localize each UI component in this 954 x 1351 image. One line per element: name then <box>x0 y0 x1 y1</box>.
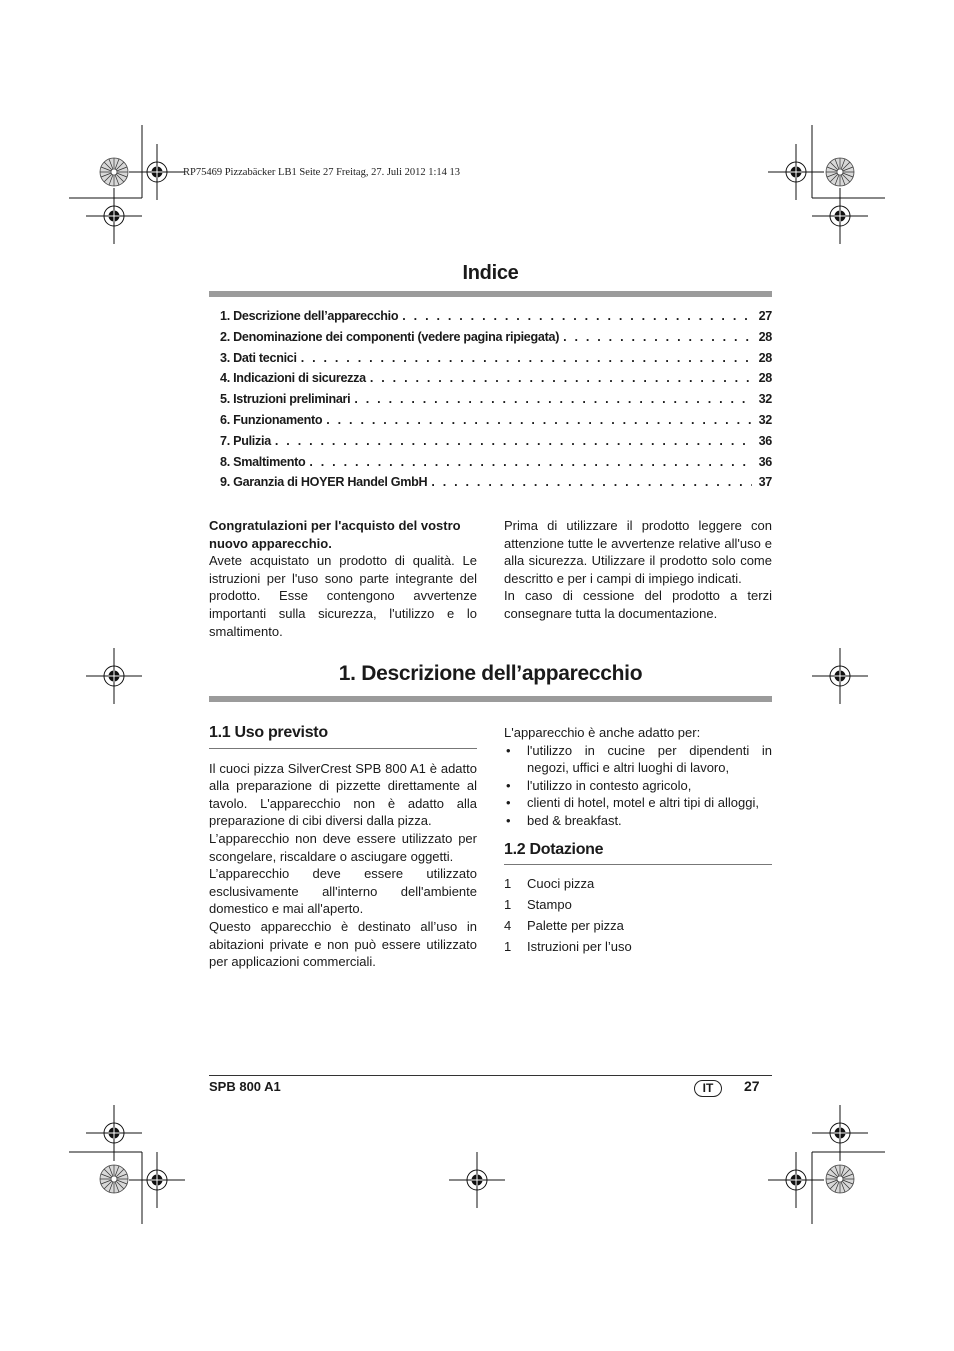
toc-item[interactable]: 9. Garanzia di HOYER Handel GmbH . . . 37 <box>220 475 772 496</box>
toc-item[interactable]: 3. Dati tecnici . . . 28 <box>220 351 772 372</box>
also-suitable-intro: L'apparecchio è anche adatto per: <box>504 725 701 740</box>
print-slug-line: RP75469 Pizzabäcker LB1 Seite 27 Freitag, 27. Juli 2012 1:14 13 <box>183 167 461 178</box>
body-paragraph: Il cuoci pizza SilverCrest SPB 800 A1 è adatto alla preparazione di pizzette direttamente al tavolo. L'apparecchio non è adatto alla preparazione di cibi diversi dalla pizza. <box>209 760 477 829</box>
intro-right-column <box>504 517 772 623</box>
section-title-bar <box>209 696 772 702</box>
table-of-contents <box>220 309 772 496</box>
toc-item[interactable]: 4. Indicazioni di sicurezza . . . 28 <box>220 371 772 392</box>
list-item: • clienti di hotel, motel e altri tipi di alloggi, <box>504 794 772 812</box>
toc-item[interactable]: 6. Funzionamento . . . 32 <box>220 413 772 434</box>
intro-text: Avete acquistato un prodotto di qualità. Le istruzioni per l'uso sono parte integrante del prodotto. Esse contengono avvertenze importanti sulla sicurezza, l'utilizzo e lo smaltimento. <box>209 553 477 639</box>
list-item: • l'utilizzo in contesto agricolo, <box>504 777 772 795</box>
page-number: 27 <box>744 1078 760 1094</box>
intro-left-column <box>209 517 477 640</box>
toc-item[interactable]: 5. Istruzioni preliminari . . . 32 <box>220 392 772 413</box>
body-paragraph: Questo apparecchio è destinato all’uso in abitazioni private e non può essere utilizzato per applicazioni commerciali. <box>209 918 477 970</box>
subsection-rule <box>209 748 477 749</box>
toc-item[interactable]: 2. Denominazione dei componenti (vedere pagina ripiegata) . . . 28 <box>220 330 772 351</box>
toc-item[interactable]: 1. Descrizione dell’apparecchio . . . 27 <box>220 309 772 330</box>
subsection-title-dotazione: 1.2 Dotazione <box>504 840 604 858</box>
toc-title-bar <box>209 291 772 297</box>
list-item: • bed & breakfast. <box>504 812 772 830</box>
body-paragraph: L’apparecchio deve essere utilizzato esclusivamente all'interno dell'ambiente domestico e mai all'aperto. <box>209 866 477 917</box>
list-item: 4 Palette per pizza <box>504 918 624 934</box>
footer-model: SPB 800 A1 <box>209 1079 281 1094</box>
contents-list <box>504 875 772 959</box>
toc-title: Indice <box>462 262 519 284</box>
subsection-title-uso-previsto: 1.1 Uso previsto <box>209 724 328 741</box>
footer-rule <box>209 1075 772 1076</box>
list-item: • l'utilizzo in cucine per dipendenti in negozi, uffici e altri luoghi di lavoro, <box>504 742 772 777</box>
language-badge: IT <box>694 1080 722 1097</box>
toc-item[interactable]: 7. Pulizia . . . 36 <box>220 434 772 455</box>
list-item: 1 Istruzioni per l’uso <box>504 939 632 955</box>
intro-paragraph: Prima di utilizzare il prodotto leggere con attenzione tutte le avvertenze relative all'uso e alla sicurezza. Utilizzare il prodotto solo come descritto e per i campi di impiego indicati. <box>504 518 772 586</box>
toc-item[interactable]: 8. Smaltimento . . . 36 <box>220 455 772 476</box>
body-paragraph: L’apparecchio non deve essere utilizzato per scongelare, riscaldare o asciugare oggetti. <box>209 830 477 864</box>
subsection-rule <box>504 864 772 865</box>
list-item: 1 Stampo <box>504 897 572 913</box>
also-suitable-list <box>504 742 772 830</box>
left-column <box>209 724 477 971</box>
list-item: 1 Cuoci pizza <box>504 876 595 892</box>
intro-heading: Congratulazioni per l'acquisto del vostro nuovo apparecchio. <box>209 518 461 551</box>
intro-paragraph: In caso di cessione del prodotto a terzi consegnare tutta la documentazione. <box>504 588 772 621</box>
section-title: 1. Descrizione dell’apparecchio <box>338 662 643 685</box>
right-column <box>504 724 772 959</box>
